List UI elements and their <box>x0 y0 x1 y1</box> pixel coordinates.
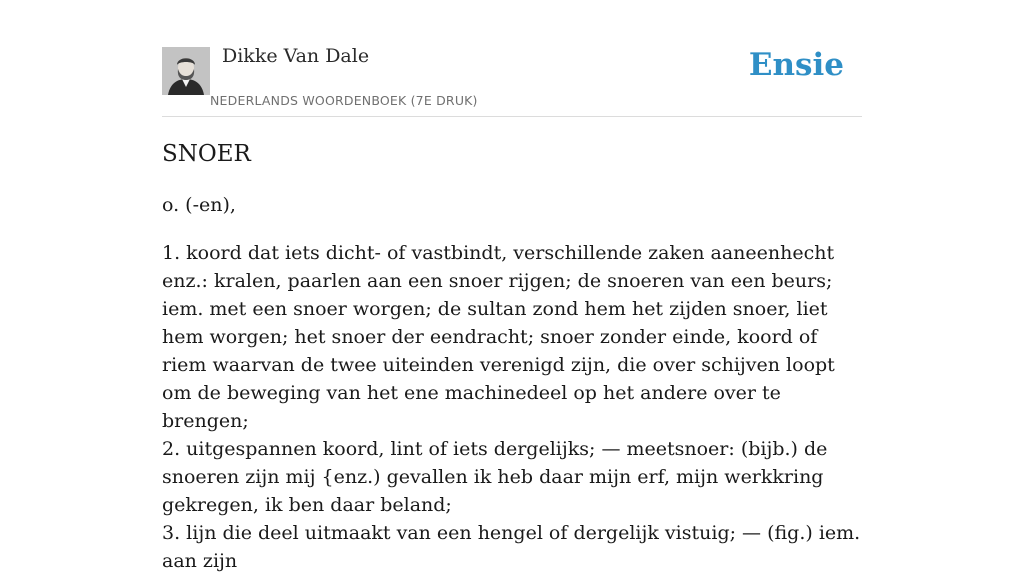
entry-header <box>162 0 862 117</box>
article <box>162 0 862 572</box>
definitions <box>162 239 862 575</box>
source-label[interactable]: NEDERLANDS WOORDENBOEK (7E DRUK) <box>210 93 478 108</box>
author-name[interactable]: Dikke Van Dale <box>222 45 370 67</box>
portrait-icon <box>162 47 210 95</box>
definition-2: 2. uitgespannen koord, lint of iets dergelijks; — meetsnoer: (bijb.) de snoeren zijn mij {enz.) gevallen ik heb daar mijn erf, mijn werkkring gekregen, ik ben daar beland; <box>162 438 828 516</box>
entry-title: SNOER <box>162 141 251 167</box>
definition-1: 1. koord dat iets dicht- of vastbindt, verschillende zaken aaneenhecht enz.: kralen, paarlen aan een snoer rijgen; de snoeren van een beurs; iem. met een snoer worgen; de sultan zond hem het zijden snoer, liet hem worgen; het snoer der eendracht; snoer zonder einde, koord of riem waarvan de twee uiteinden verenigd zijn, die over schijven loopt om de beweging van het ene machinedeel op het andere over te brengen; <box>162 242 835 432</box>
definition-3: 3. lijn die deel uitmaakt van een hengel of dergelijk vistuig; — (fig.) iem. aan zijn <box>162 522 861 572</box>
author-avatar[interactable] <box>162 47 210 95</box>
grammar-info: o. (-en), <box>162 194 236 216</box>
brand-logo[interactable]: Ensie <box>748 47 844 83</box>
